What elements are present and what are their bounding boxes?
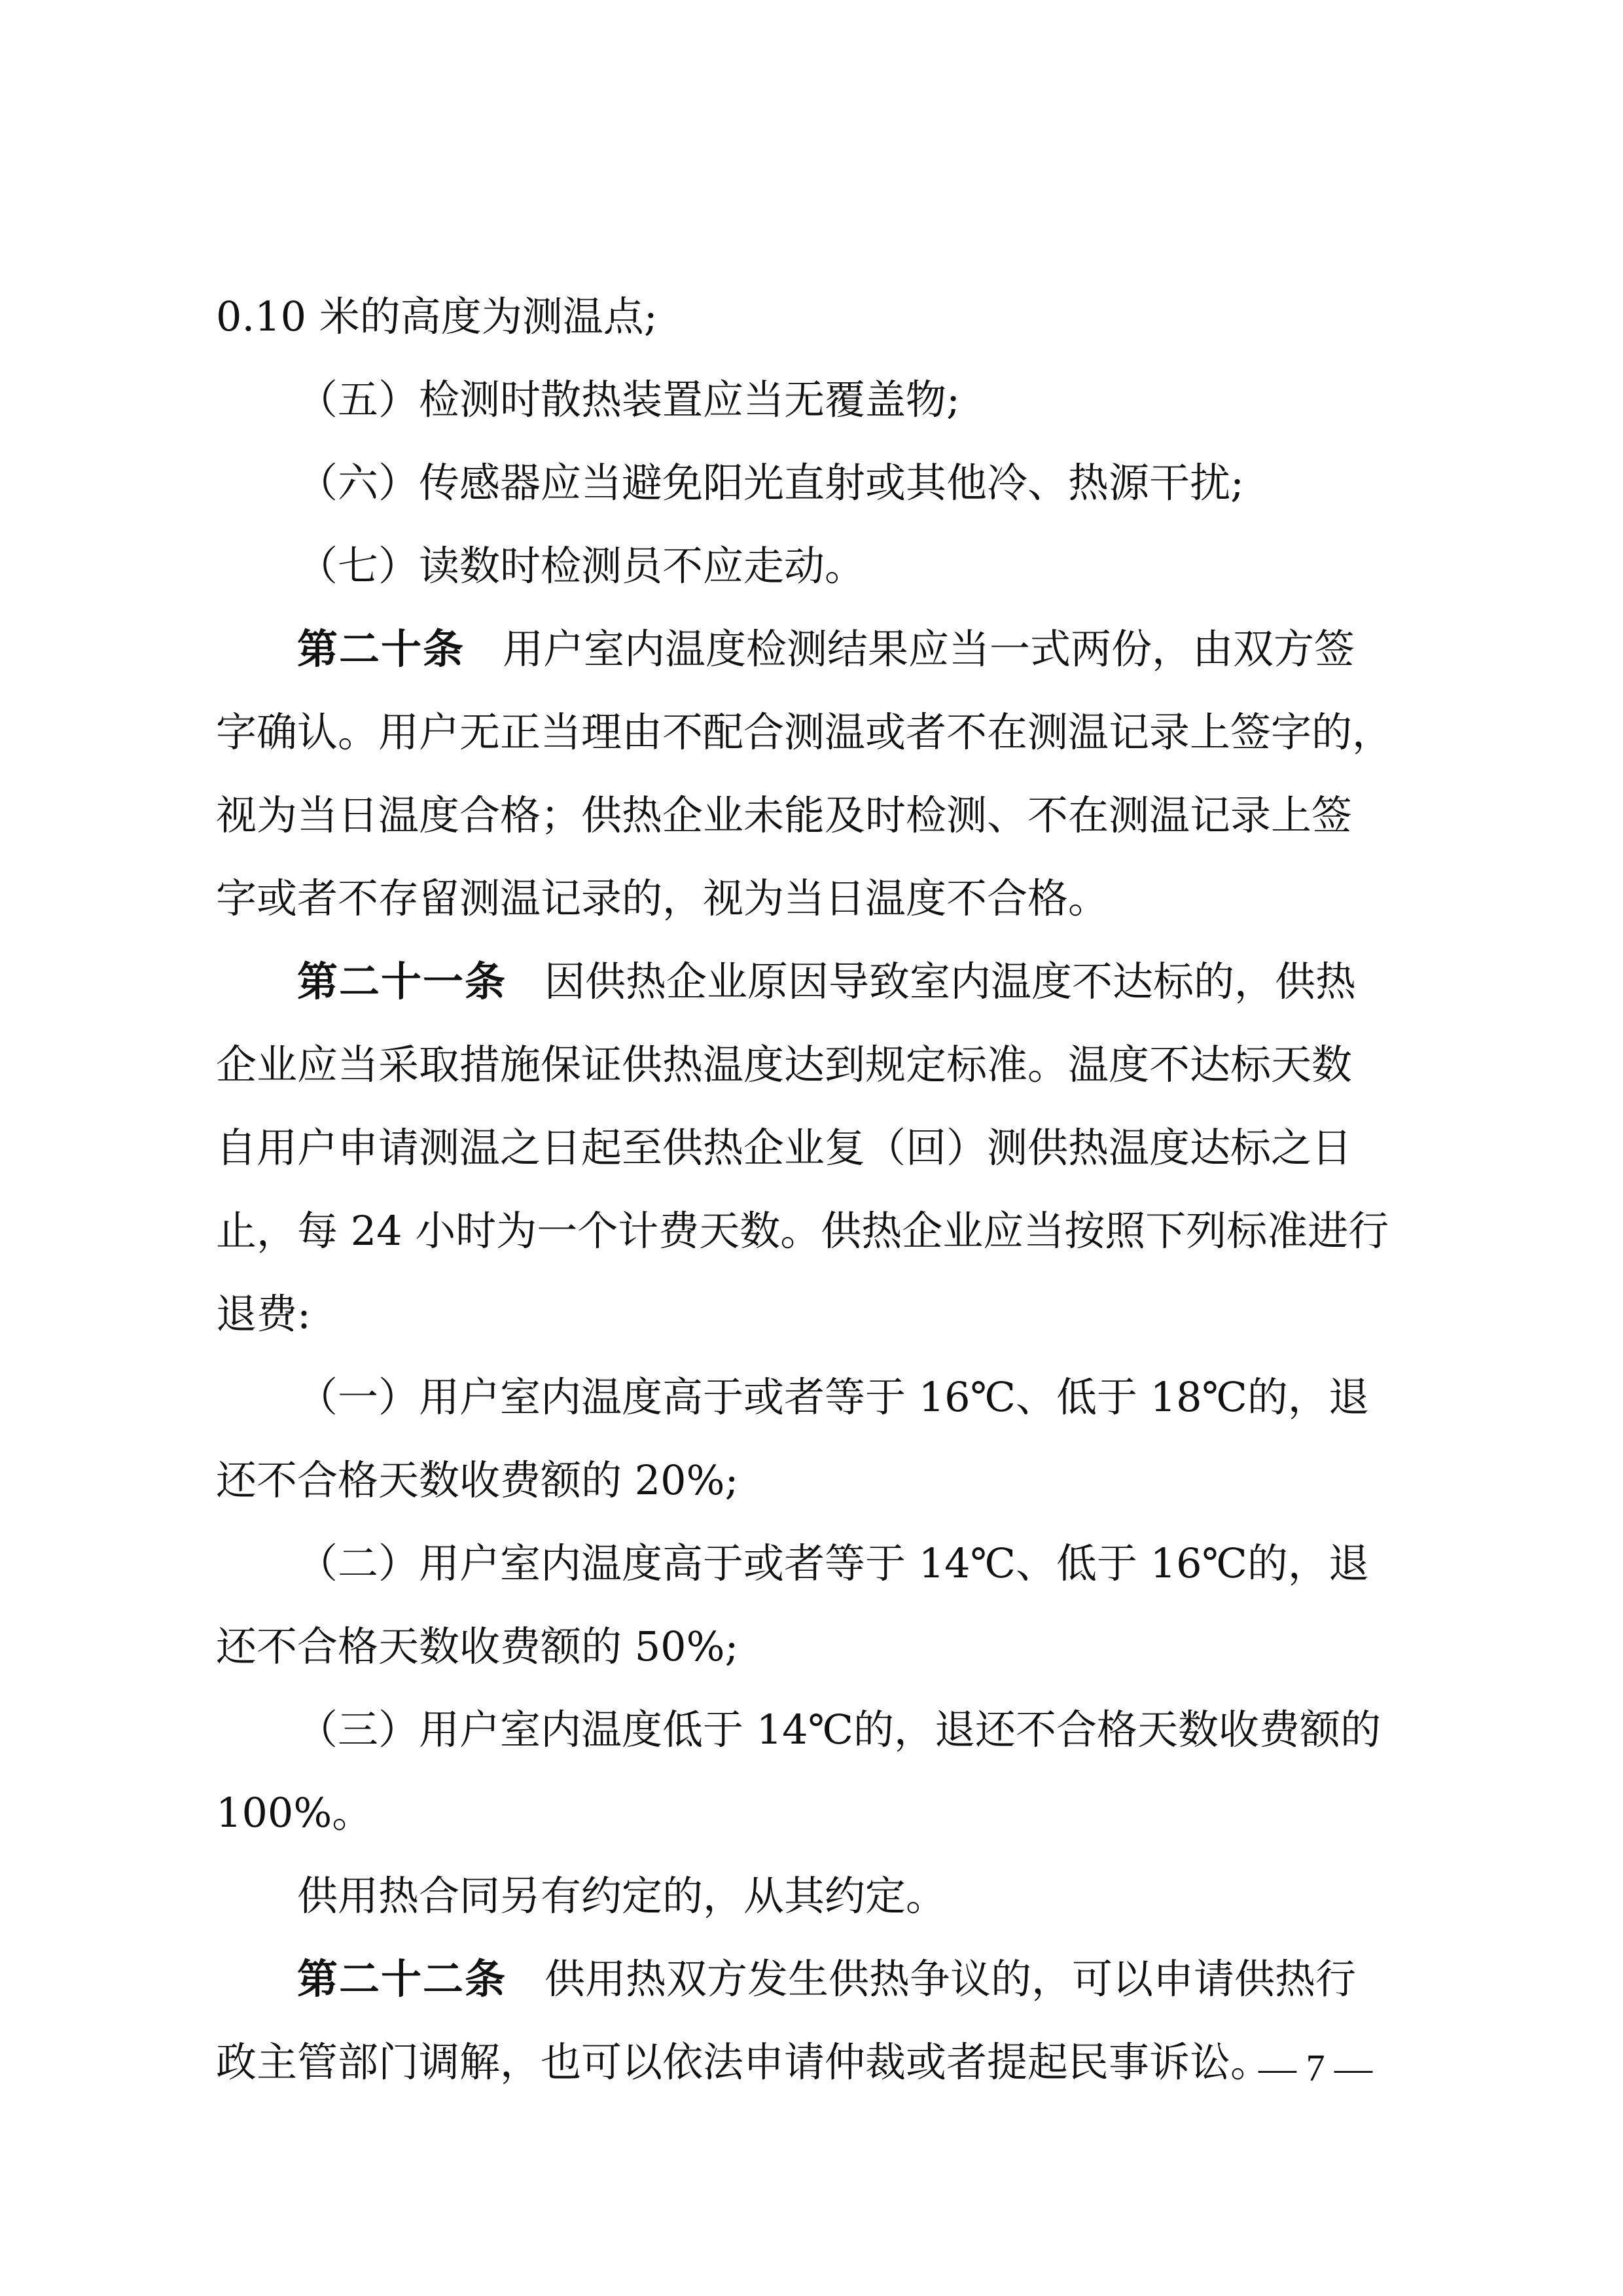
line-text: 企业应当采取措施保证供热温度达到规定标准。温度不达标天数 [216,1041,1353,1088]
text-line [216,524,1414,607]
text-line [216,2020,1414,2104]
line-text: 0.10 米的高度为测温点; [216,293,658,340]
line-text: （三）用户室内温度低于 14℃的，退还不合格天数收费额的 [297,1706,1381,1753]
text-line [216,1023,1414,1106]
text-line [216,1272,1414,1355]
text-line [216,691,1414,774]
article-line [216,940,1414,1023]
text-line [216,441,1414,524]
line-text: （七）读数时检测员不应走动。 [297,542,866,590]
line-text: 因供热企业原因导致室内温度不达标的，供热 [544,958,1357,1005]
article-number: 第二十一条 [297,958,507,1005]
line-text: 字或者不存留测温记录的，视为当日温度不合格。 [216,874,1109,922]
line-text: （六）传感器应当避免阳光直射或其他冷、热源干扰; [297,459,1244,507]
text-line [216,1854,1414,1937]
text-line [216,358,1414,441]
line-text: 还不合格天数收费额的 50%; [216,1623,739,1670]
line-text: 视为当日温度合格；供热企业未能及时检测、不在测温记录上签 [216,791,1353,839]
body-text [216,275,1414,2104]
line-text: 字确认。用户无正当理由不配合测温或者不在测温记录上签字的， [216,708,1393,756]
text-line [216,1605,1414,1688]
line-text: 用户室内温度检测结果应当一式两份，由双方签 [503,625,1355,673]
line-text: （五）检测时散热装置应当无覆盖物; [297,376,960,423]
text-line [216,1771,1414,1854]
text-line [216,857,1414,940]
article-line [216,1937,1414,2020]
text-line [216,774,1414,857]
text-line [216,1522,1414,1605]
line-text: 政主管部门调解，也可以依法申请仲裁或者提起民事诉讼。 [216,2038,1272,2086]
line-text: （一）用户室内温度高于或者等于 16℃、低于 18℃的，退 [297,1373,1369,1421]
article-number: 第二十条 [297,625,465,673]
line-text: 供用热合同另有约定的，从其约定。 [297,1872,947,1920]
line-text: 还不合格天数收费额的 20%; [216,1456,739,1504]
line-text: 100%。 [216,1789,373,1837]
line-text: 自用户申请测温之日起至供热企业复（回）测供热温度达标之日 [216,1124,1353,1172]
text-line [216,1355,1414,1439]
text-line [216,275,1414,358]
line-text: 止，每 24 小时为一个计费天数。供热企业应当按照下列标准进行 [216,1207,1389,1255]
text-line [216,1189,1414,1272]
line-text: 退费: [216,1290,311,1338]
text-line [216,1688,1414,1771]
article-number: 第二十二条 [297,1955,507,2003]
line-text: （二）用户室内温度高于或者等于 14℃、低于 16℃的，退 [297,1539,1369,1587]
text-line [216,1439,1414,1522]
article-line [216,607,1414,691]
page-number: — 7 — [1258,2047,1372,2089]
line-text: 供用热双方发生供热争议的，可以申请供热行 [544,1955,1357,2003]
text-line [216,1106,1414,1189]
